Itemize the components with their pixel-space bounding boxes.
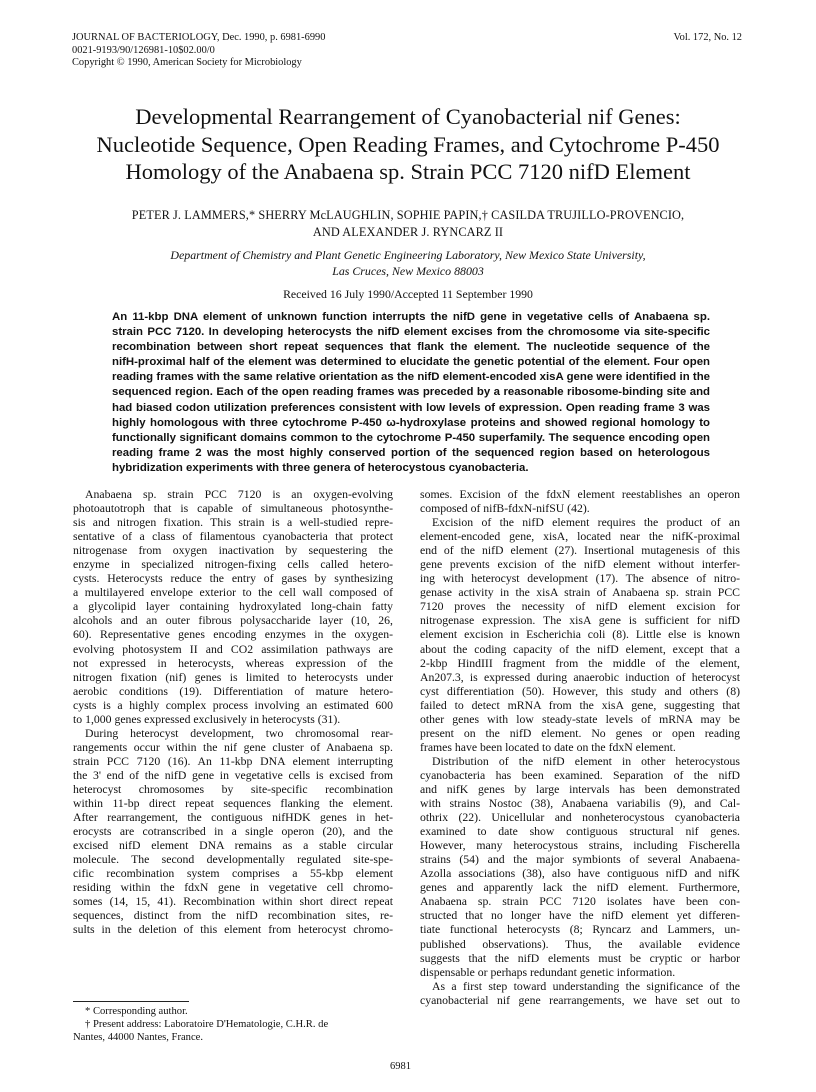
footnotes bbox=[73, 1005, 395, 1044]
body-line: sentative of a class of filamentous cyanobacteria that protect bbox=[73, 530, 393, 544]
body-line: a glycolipid layer containing hydroxylated long-chain fatty bbox=[73, 600, 393, 614]
body-line: Azolla associations (38), also have contiguous nifD and nifK bbox=[420, 867, 740, 881]
body-line: Distribution of the nifD element in other heterocystous bbox=[432, 754, 740, 768]
abstract-line: reading frame 2 was the most highly conserved portion of the sequenced region based on heterologous bbox=[112, 446, 710, 459]
body-line: other genes with low steady-state levels of mRNA may be bbox=[420, 712, 740, 726]
body-line: However, many heterocystous strains, including Fischerella bbox=[420, 839, 740, 853]
body-line: not expressed in heterocysts, whereas expression of the bbox=[73, 656, 393, 670]
body-line: nitrogenase expression. The xisA gene is sufficient for nifD bbox=[420, 614, 740, 628]
abstract-line: reading frames with the same relative orientation as the nifD element-encoded xisA gene were identified in the bbox=[112, 371, 710, 384]
body-line: As a first step toward understanding the significance of the bbox=[432, 979, 740, 993]
affiliation-line: Las Cruces, New Mexico 88003 bbox=[332, 263, 484, 278]
body-line: with strains Nostoc (38), Anabaena variabilis (9), and Cal- bbox=[420, 797, 740, 811]
body-line: cific recombination system comprises a 55-kbp element bbox=[73, 867, 393, 881]
abstract-line: strain PCC 7120. In developing heterocysts the nifD element excises from the chromosome via site-specific bbox=[112, 326, 710, 339]
body-line: strains (54) and the major symbionts of several Anabaena- bbox=[420, 853, 740, 867]
body-line: a multilayered envelope exterior to the cell wall composed of bbox=[73, 586, 393, 600]
abstract-line: functionally significant domains common to the cytochrome P-450 superfamily. The sequence encoding open bbox=[112, 431, 710, 444]
body-line: photoautotroph that is capable of simultaneous photosynthe- bbox=[73, 502, 393, 516]
body-line: After rearrangement, the contiguous nifHDK genes in het- bbox=[73, 811, 393, 825]
body-line: 2-kbp HindIII fragment from the middle of the element, bbox=[420, 656, 740, 670]
body-line: genes and apparently lack the nifD element. Furthermore, bbox=[420, 881, 740, 895]
article-code: 0021-9193/90/126981-10$02.00/0 bbox=[72, 44, 215, 56]
body-line: cysts. Heterocysts reduce the entry of gases by synthesizing bbox=[73, 572, 393, 586]
body-line: Anabaena sp. strain PCC 7120 isolates have been con- bbox=[420, 895, 740, 909]
body-line: molecule. The second developmentally regulated site-spe- bbox=[73, 853, 393, 867]
body-line: rangements occur within the nif gene cluster of Anabaena sp. bbox=[73, 740, 393, 754]
body-line: Anabaena sp. strain PCC 7120 is an oxygen-evolving bbox=[85, 488, 393, 501]
body-line: nitrogenase from oxygen inactivation by sequestering the bbox=[73, 544, 393, 558]
body-line: An207.3, is expressed during anaerobic induction of heterocyst bbox=[420, 670, 740, 684]
body-line: othrix (22). Unicellular and nonheterocystous cyanobacteria bbox=[420, 811, 740, 825]
body-line: cyanobacteria has been examined. Separation of the nifD bbox=[420, 768, 740, 782]
body-line: sis and nitrogen fixation. This strain is a well-studied repre- bbox=[73, 516, 393, 530]
body-line: cyanobacterial nif gene rearrangements, we have set out to bbox=[420, 993, 740, 1007]
affiliation bbox=[60, 248, 756, 279]
body-line: suggests that the nifD elements must be cryptic or harbor bbox=[420, 951, 740, 965]
body-line: cyst differentiation (50). However, this study and others (8) bbox=[420, 684, 740, 698]
body-line: dispensable or perhaps redundant genetic information. bbox=[420, 965, 676, 979]
body-line: composed of nifB-fdxN-nifSU (42). bbox=[420, 502, 590, 516]
abstract-line: hybridization experiments with three genera of heterocystous cyanobacteria. bbox=[112, 461, 529, 474]
abstract-line: sequenced region. Each of the open reading frames was preceded by a reasonable ribosome-binding site and bbox=[112, 386, 710, 399]
journal-header bbox=[72, 32, 325, 70]
body-line: nitrogen fixation (nif) genes is limited to heterocysts under bbox=[73, 670, 393, 684]
volume-issue: Vol. 172, No. 12 bbox=[673, 32, 742, 43]
body-line: published observations). Thus, the available evidence bbox=[420, 937, 740, 951]
received-dates: Received 16 July 1990/Accepted 11 September 1990 bbox=[283, 287, 533, 301]
body-line: frames have been located to date on the fdxN element. bbox=[420, 740, 676, 754]
body-line: element-encoded gene, xisA, located near the nifK-proximal bbox=[420, 530, 740, 544]
body-line: During heterocyst development, two chromosomal rear- bbox=[85, 726, 393, 740]
body-line: about the coding capacity of the nifD element, except that a bbox=[420, 642, 740, 656]
body-line: evolving photosystem II and CO2 assimilation pathways are bbox=[73, 642, 393, 656]
copyright-notice: Copyright © 1990, American Society for Microbiology bbox=[72, 57, 302, 69]
body-line: heterocyst chromosomes by site-specific recombination bbox=[73, 782, 393, 796]
body-line: residing within the fdxN gene in vegetative cell chromo- bbox=[73, 881, 393, 895]
abstract-line: had biased codon utilization preferences consistent with low levels of expression. Open reading frame 3 was bbox=[112, 401, 710, 414]
abstract-line: highly homologous with three cytochrome P-450 ω-hydroxylase proteins and showed regional homology to bbox=[112, 416, 710, 429]
body-line: genase activity in the xisA strain of Anabaena sp. strain PCC bbox=[420, 586, 740, 600]
abstract-line: An 11-kbp DNA element of unknown function interrupts the nifD gene in vegetative cells of Anabaena sp. bbox=[112, 311, 710, 323]
body-line: Excision of the nifD element requires the product of an bbox=[432, 516, 740, 530]
abstract-line: nifH-proximal half of the element was determined to elucidate the genetic potential of the element. Four open bbox=[112, 356, 710, 369]
title-line: Homology of the Anabaena sp. Strain PCC 7120 nifD Element bbox=[125, 159, 691, 184]
body-line: strain PCC 7120 (16). An 11-kbp DNA element interrupting bbox=[73, 754, 393, 768]
body-line: enzyme in specialized nitrogen-fixing cells called hetero- bbox=[73, 558, 393, 572]
body-line: sults in the deletion of this element from heterocyst chromo- bbox=[73, 923, 393, 937]
title-line: Nucleotide Sequence, Open Reading Frames, and Cytochrome P-450 bbox=[96, 131, 720, 157]
title-line: Developmental Rearrangement of Cyanobacterial nif Genes: bbox=[135, 104, 681, 129]
author-line: PETER J. LAMMERS,* SHERRY McLAUGHLIN, SOPHIE PAPIN,† CASILDA TRUJILLO-PROVENCIO, bbox=[131, 208, 685, 222]
body-line: sequences, distinct from the nifD recombination sites, re- bbox=[73, 909, 393, 923]
footnote-line: * Corresponding author. bbox=[85, 1006, 188, 1017]
journal-citation: JOURNAL OF BACTERIOLOGY, Dec. 1990, p. 6981-6990 bbox=[72, 32, 326, 43]
body-line: tiate functional heterocysts (8; Ryncarz and Lammers, un- bbox=[420, 923, 740, 937]
footnote-divider bbox=[73, 1001, 189, 1002]
body-line: erocysts are cotranscribed in a single operon (20), and the bbox=[73, 825, 393, 839]
body-line: the 3' end of the nifD gene in vegetative cells is excised from bbox=[73, 768, 393, 782]
page-number: 6981 bbox=[390, 1061, 411, 1072]
affiliation-line: Department of Chemistry and Plant Genetic Engineering Laboratory, New Mexico State University, bbox=[170, 248, 646, 262]
body-line: 60). Representative genes encoding enzymes in the oxygen- bbox=[73, 628, 393, 642]
body-line: gene prevents excision of the nifD element without interfer- bbox=[420, 558, 740, 572]
footnote-line: † Present address: Laboratoire D'Hematologie, C.H.R. de bbox=[85, 1019, 329, 1030]
body-line: within 11-bp direct repeat sequences flanking the element. bbox=[73, 797, 393, 811]
body-line: to 1,000 genes expressed exclusively in heterocysts (31). bbox=[73, 712, 341, 726]
body-line: cysts is a highly complex process involving an estimated 600 bbox=[73, 698, 393, 712]
body-line: structed that no longer have the nifD element yet differen- bbox=[420, 909, 740, 923]
body-line: alcohols and an outer fibrous polysaccharide layer (10, 26, bbox=[73, 614, 393, 628]
body-line: excised nifD element DNA remains as a stable circular bbox=[73, 839, 393, 853]
body-line: and nifK genes by large intervals has been demonstrated bbox=[420, 782, 740, 796]
abstract bbox=[112, 310, 710, 476]
body-column-right bbox=[420, 488, 740, 1008]
body-line: element excision in Escherichia coli (8). Little else is known bbox=[420, 628, 740, 642]
author-list bbox=[40, 207, 776, 241]
body-line: end of the nifD element (27). Insertional mutagenesis of this bbox=[420, 544, 740, 558]
body-line: somes. Excision of the fdxN element reestablishes an operon bbox=[420, 488, 740, 501]
body-line: somes (14, 15, 41). Recombination within short direct repeat bbox=[73, 895, 393, 909]
author-line: AND ALEXANDER J. RYNCARZ II bbox=[312, 225, 504, 239]
abstract-line: recombination between short repeat sequences that flank the element. The nucleotide sequence of the bbox=[112, 341, 710, 354]
body-line: 7120 proves the necessity of nifD element excision for bbox=[420, 600, 740, 614]
footnote-line: Nantes, 44000 Nantes, France. bbox=[73, 1032, 204, 1043]
body-line: examined to date show contiguous structural nif genes. bbox=[420, 825, 740, 839]
body-line: aerobic conditions (19). Differentiation of mature hetero- bbox=[73, 684, 393, 698]
body-line: present on the nifD element. No genes or open reading bbox=[420, 726, 740, 740]
body-column-left bbox=[73, 488, 393, 938]
body-line: ing with heterocyst development (17). The absence of nitro- bbox=[420, 572, 740, 586]
body-line: failed to detect mRNA from the xisA gene, suggesting that bbox=[420, 698, 740, 712]
article-title bbox=[40, 103, 776, 186]
